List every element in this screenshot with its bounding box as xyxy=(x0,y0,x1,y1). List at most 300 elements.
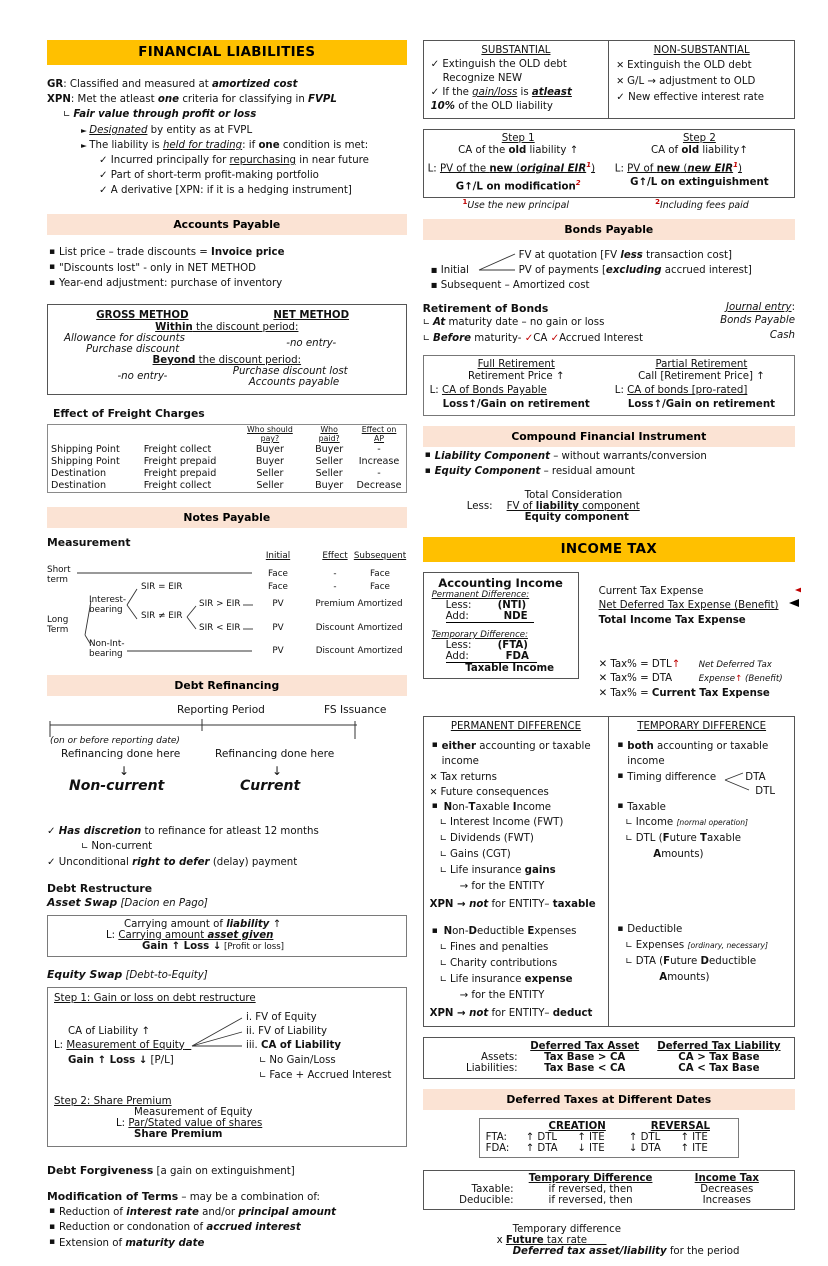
f3-b: Deferred tax asset/liability xyxy=(512,1245,667,1257)
nde-on: on- xyxy=(452,926,469,938)
formula-line-1: Temporary difference xyxy=(512,1223,622,1235)
fr-l1: Retirement Price ↑ xyxy=(467,370,565,382)
initial-label: Initial xyxy=(440,264,469,276)
income-tax-col-title: Income Tax xyxy=(694,1172,759,1184)
held-for-trading-line xyxy=(47,138,407,153)
perm-h9: → for the ENTITY xyxy=(459,989,545,1001)
asset-swap-box xyxy=(47,915,407,957)
table-row xyxy=(486,1143,732,1154)
t-h2-mounts: mounts) xyxy=(661,849,704,861)
mb2-b1: accrued interest xyxy=(206,1222,301,1233)
forgiveness-title: Debt Forgiveness xyxy=(47,1163,154,1177)
assets-dta: Tax Base > CA xyxy=(544,1051,626,1063)
less-fta-row xyxy=(432,640,570,651)
within-rows xyxy=(58,333,396,355)
method-titles xyxy=(58,310,396,321)
asset-swap-l2 xyxy=(54,930,400,941)
fn1-sup: 1 xyxy=(462,197,468,206)
mb3-b1: maturity date xyxy=(125,1237,205,1249)
pr-l2-l: L: xyxy=(614,384,628,396)
s1l2-u: PV of the xyxy=(439,163,490,175)
p-b1-b: either xyxy=(441,740,477,752)
sub-item-2: Recognize NEW xyxy=(442,73,523,84)
perm-h8 xyxy=(430,972,603,988)
income-tax-arrows xyxy=(583,572,801,712)
np-r1-subsequent: Face xyxy=(370,581,390,592)
within-bold: Within xyxy=(155,321,193,333)
sc-b: atleast xyxy=(531,87,572,98)
list-item xyxy=(47,261,407,277)
deducible-label: Deducible: xyxy=(459,1194,514,1206)
freight-r1c1: Freight prepaid xyxy=(143,456,217,467)
fda-reversal-b: ↑ ITE xyxy=(680,1142,708,1154)
opt-iii-pre: iii. xyxy=(246,1039,261,1051)
perm-h2: ∟ Dividends (FWT) xyxy=(430,831,603,847)
je-colon: : xyxy=(791,301,795,313)
t-h1-pre: Income xyxy=(635,817,677,829)
nti-on: on- xyxy=(452,801,469,813)
beyond-rest: the discount period: xyxy=(195,354,302,366)
mb1-pre: Reduction of xyxy=(59,1206,127,1218)
freight-r1c0: Shipping Point xyxy=(51,456,120,467)
table-row xyxy=(486,1132,732,1143)
step1-l2 xyxy=(428,158,609,176)
table-row xyxy=(48,444,407,456)
dtl-col-title: Deferred Tax Liability xyxy=(657,1040,781,1052)
total-consideration-line: Total Consideration xyxy=(524,489,623,501)
subsequent-label: Subsequent – Amortized cost xyxy=(440,279,590,291)
p-xpn2-i: not xyxy=(469,1007,489,1019)
freight-r2c3: Seller xyxy=(315,468,343,479)
xpn-text: : Met the atleast xyxy=(70,94,158,105)
less1-label: Less: xyxy=(445,599,472,611)
je-line-2: Cash xyxy=(769,329,795,341)
np-r3-effect: Discount xyxy=(315,622,355,633)
bonds-initial-diagram xyxy=(423,250,795,294)
c3-text: A derivative [XPN: if it is a hedging instrument] xyxy=(110,185,352,196)
permanent-difference-cell xyxy=(424,717,609,1026)
step2-l1 xyxy=(609,144,790,158)
x-mark-2: ✕ xyxy=(598,672,611,684)
fvq-note-b: less xyxy=(620,249,643,261)
p-xpn2-mid: for ENTITY– xyxy=(488,1007,553,1019)
asset-swap-l3 xyxy=(54,941,400,952)
perm-h1: ∟ Interest Income (FWT) xyxy=(430,815,603,831)
gl-note: [P/L] xyxy=(147,1054,174,1066)
t-h2-f: F xyxy=(662,833,670,845)
xpn-label: XPN xyxy=(47,94,71,105)
at-maturity-line xyxy=(423,315,687,331)
list-item xyxy=(615,770,788,800)
t-taxable: Taxable xyxy=(627,801,666,813)
option-i: i. FV of Equity xyxy=(246,1011,317,1023)
fv-post: component xyxy=(578,500,640,512)
income-tax-header: INCOME TAX xyxy=(423,537,795,562)
purchase-discount-line: Purchase discount xyxy=(86,343,180,355)
t-h1-i: [normal operation] xyxy=(676,818,748,828)
held-u: held for trading xyxy=(162,140,243,151)
current-tax-expense-line: Current Tax Expense xyxy=(598,585,704,597)
gr-bold: amortized cost xyxy=(211,79,298,90)
x-mark-3: ✕ xyxy=(598,687,611,699)
equity-swap-label: Equity Swap xyxy=(47,967,123,981)
noncurrent-label: Non-current xyxy=(69,777,165,794)
left-column xyxy=(47,40,407,1266)
nonsubstantial-cell xyxy=(608,41,794,118)
t-h2-t: T xyxy=(700,833,707,845)
t-h4-uture: uture xyxy=(670,955,701,967)
steps-footnotes xyxy=(423,198,795,211)
mb1-b2: principal amount xyxy=(238,1206,337,1218)
accounting-income-box xyxy=(423,572,579,679)
perm-x1: ✕ Tax returns xyxy=(430,770,603,785)
net-deferred-line: Net Deferred Tax Expense (Benefit) xyxy=(598,599,779,611)
nonsubstantial-title: NON-SUBSTANTIAL xyxy=(653,45,750,56)
comp-liab-b: Liability Component xyxy=(434,450,550,462)
accounts-payable-bullets xyxy=(47,245,407,292)
formula-line-2 xyxy=(423,1235,795,1246)
footnote-2 xyxy=(609,198,795,211)
initial-bullet: ▪ Initial xyxy=(430,264,469,276)
gross-net-method-box xyxy=(47,304,407,395)
gl-b: Gain ↑ Loss ↓ xyxy=(68,1054,148,1066)
me-u: Measurement of Equity xyxy=(66,1039,185,1051)
pr-l1: Call [Retirement Price] ↑ xyxy=(638,370,765,382)
modification-line xyxy=(47,1189,407,1205)
fda-reversal-a: ↓ DTA xyxy=(628,1142,661,1154)
np-r3-subsequent: Amortized xyxy=(357,622,403,633)
taxable-c1: if reversed, then xyxy=(548,1183,633,1195)
income-tax-diagram xyxy=(423,572,795,712)
gr-text: : Classified and measured at xyxy=(63,79,212,90)
freight-h2: Who should pay? xyxy=(247,425,293,443)
par-stated: Par/Stated value of shares xyxy=(128,1117,263,1129)
bl2-arrow: ↑ xyxy=(735,673,743,684)
step2-title: Step 2: Share Premium xyxy=(54,1095,172,1107)
list-item xyxy=(615,800,788,816)
asset-swap-line xyxy=(47,895,407,911)
temp-list xyxy=(615,739,788,816)
np-r4-subsequent: Amortized xyxy=(357,645,403,656)
formula-line-3 xyxy=(423,1246,795,1257)
fr-l2-l: L: xyxy=(429,384,442,396)
measurement-equity-line xyxy=(54,1040,191,1051)
allowance-line: Allowance for discounts xyxy=(64,332,185,344)
s1l2-paren: ( xyxy=(512,163,521,175)
fta-reversal-b: ↑ ITE xyxy=(680,1131,708,1143)
fta-label: FTA: xyxy=(485,1131,507,1143)
reporting-period-label: Reporting Period xyxy=(177,703,265,716)
t-h2-a: A xyxy=(653,849,662,861)
gr-line xyxy=(47,77,407,92)
uncond-pre: Unconditional xyxy=(58,856,133,868)
step2-cell xyxy=(609,133,790,195)
p-xpn1-pre: XPN → xyxy=(429,899,470,911)
full-retirement-cell xyxy=(424,356,609,415)
subsequent-bullet: ▪ Subsequent – Amortized cost xyxy=(430,279,590,291)
fn1-text: Use the new principal xyxy=(467,199,569,211)
brace-label-1: Net Deferred Tax xyxy=(698,659,772,670)
designated-line xyxy=(47,123,407,138)
t-h4-d: D xyxy=(700,955,709,967)
s1l3-b: G↑/L on modification xyxy=(455,181,576,193)
add-fda-row xyxy=(432,651,570,663)
s2l2-bi: new EIR xyxy=(687,163,734,175)
p-xpn1-mid: for ENTITY– xyxy=(488,899,553,911)
sub-cond-2 xyxy=(431,100,602,114)
uncond-bold: right to defer xyxy=(132,856,210,868)
sub-item-1: ✓ Extinguish the OLD debt xyxy=(431,58,602,72)
temp-h2 xyxy=(615,831,788,847)
deductible-list xyxy=(615,922,788,938)
held-pre: The liability is xyxy=(89,140,163,151)
r1-val: DTL xyxy=(651,658,672,670)
ap-b2-pre: "Discounts lost" - only in NET METHOD xyxy=(59,262,256,274)
freight-h1 xyxy=(141,424,234,444)
dta-branch: DTA xyxy=(745,771,766,783)
initial-branch-lines xyxy=(475,250,521,280)
sc-mid: is xyxy=(517,87,532,98)
assets-label: Assets: xyxy=(481,1051,518,1063)
forgiveness-note: [a gain on extinguishment] xyxy=(153,1165,295,1177)
step2-l1: Measurement of Equity xyxy=(134,1106,253,1118)
at-rest: maturity date – no gain or loss xyxy=(445,316,605,328)
freight-h4: Effect on AP xyxy=(361,425,397,443)
before-maturity-line xyxy=(423,331,687,347)
less-label: Less: xyxy=(466,500,493,512)
fv-liability xyxy=(507,501,640,512)
s1l2-bi: original EIR xyxy=(520,163,587,175)
step2-l2 xyxy=(609,158,790,176)
t-h4-a: A xyxy=(659,971,668,983)
freight-r3c2: Seller xyxy=(256,480,284,491)
substantial-title: SUBSTANTIAL xyxy=(481,45,551,56)
perm-x2: ✕ Future consequences xyxy=(430,785,603,800)
option-ii: ii. FV of Liability xyxy=(246,1025,327,1037)
p-xpn1-b: taxable xyxy=(552,899,596,911)
substantial-cell xyxy=(424,41,609,118)
net-no-entry: -no entry- xyxy=(286,338,337,349)
taxable-label: Taxable: xyxy=(471,1183,514,1195)
p-b1-l2: income xyxy=(441,756,479,768)
dtl-branch: DTL xyxy=(755,785,776,797)
r1-arrow: ↑ xyxy=(671,658,681,670)
list-item xyxy=(423,449,795,465)
sir-eq-eir: SIR = EIR xyxy=(141,581,183,592)
held-one: one xyxy=(258,140,280,151)
sc-pre: If the xyxy=(442,87,473,98)
r1-pre: Tax% = xyxy=(610,658,652,670)
p-xpn1-i: not xyxy=(469,899,489,911)
asset-swap-label: Asset Swap xyxy=(47,895,118,909)
sir-lt-eir: SIR < EIR xyxy=(199,622,241,633)
gain-loss-line xyxy=(68,1055,174,1066)
p-h4-pre: Life insurance xyxy=(450,865,525,877)
refinancing-left-label: Refinancing done here xyxy=(61,747,181,760)
nti-axable: axable xyxy=(475,801,513,813)
table-row xyxy=(48,480,407,493)
unconditional-line xyxy=(47,855,407,870)
perm-xpn-2 xyxy=(430,1006,603,1021)
down-arrow-left-icon: ↓ xyxy=(119,763,130,778)
s2l1-b: old xyxy=(681,145,700,156)
fvtpl-line xyxy=(47,107,407,123)
measurement-title: Measurement xyxy=(47,535,131,549)
nti-ncome: ncome xyxy=(516,801,552,813)
freight-r1c4: Increase xyxy=(358,456,400,467)
nti-i: I xyxy=(512,801,517,813)
designated-rest: by entity as at FVPL xyxy=(147,125,253,136)
down-arrow-right-icon: ↓ xyxy=(272,763,283,778)
s1l3-sup: 2 xyxy=(575,179,581,188)
freight-r3c3: Buyer xyxy=(315,480,344,491)
at-b: At xyxy=(433,316,446,328)
has-discretion-line xyxy=(47,824,407,839)
accounting-income-title: Accounting Income xyxy=(438,575,563,590)
f2-rest: tax rate xyxy=(543,1234,588,1246)
fv-b: liability xyxy=(535,500,579,512)
f3-rest: for the period xyxy=(666,1245,740,1257)
s1l1-post: liability ↑ xyxy=(526,145,579,156)
fta-reversal-a: ↑ DTL xyxy=(628,1131,661,1143)
mb3-pre: Extension of xyxy=(59,1237,126,1249)
nonsub-item-1: ✕ Extinguish the OLD debt xyxy=(616,58,787,74)
before-b: Before xyxy=(433,332,472,344)
no-gain-loss: ∟ No Gain/Loss xyxy=(259,1055,336,1066)
check-icon-ai: ✓ xyxy=(550,332,560,344)
list-item xyxy=(47,1220,407,1236)
freight-r0c4: - xyxy=(377,444,381,455)
fn2-sup: 2 xyxy=(655,197,660,206)
dta-dtl-header-row xyxy=(432,1041,786,1052)
asset-swap-l1 xyxy=(54,919,400,930)
t-h4-eductible: eductible xyxy=(709,955,757,967)
sir-ne-eir: SIR ≠ EIR xyxy=(141,610,183,621)
ap-b3-pre: Year-end adjustment: purchase of inventory xyxy=(59,278,283,289)
temp-income-box xyxy=(423,1170,795,1210)
f2-x: x xyxy=(496,1234,506,1246)
bl2-pre: Expense xyxy=(698,673,736,684)
deducible-c2: Increases xyxy=(702,1194,751,1206)
s2l2-b: new xyxy=(656,163,681,175)
bl2-post: (Benefit) xyxy=(742,673,783,684)
nde-e: E xyxy=(527,926,535,938)
np-r1-initial: Face xyxy=(268,581,288,592)
freight-r0c1: Freight collect xyxy=(143,444,212,455)
temporary-difference-title: TEMPORARY DIFFERENCE xyxy=(637,720,767,732)
sc-u: gain/loss xyxy=(472,87,518,98)
fvq-text: FV at quotation xyxy=(518,249,598,261)
t-h4-f: F xyxy=(663,955,671,967)
col-effect: Effect xyxy=(322,550,348,561)
freight-h3: Who paid? xyxy=(318,425,340,443)
temp-h3 xyxy=(615,938,788,954)
nde-list xyxy=(430,924,603,940)
deferred-dates-header: Deferred Taxes at Different Dates xyxy=(423,1089,795,1110)
s1l1-b: old xyxy=(508,145,527,156)
ti-header-row xyxy=(432,1173,786,1184)
s1l1-pre: CA of the xyxy=(458,145,509,156)
step2-l3: G↑/L on extinguishment xyxy=(630,177,769,189)
temp-h4b xyxy=(615,970,788,985)
fvtpl-text: Fair value through profit or loss xyxy=(73,109,257,120)
held-post: : if xyxy=(242,140,259,151)
je-line-1: Bonds Payable xyxy=(720,314,795,326)
less-fv-line xyxy=(423,501,795,512)
freight-r1c2: Buyer xyxy=(255,456,284,467)
c1-pre: Incurred principally for xyxy=(110,155,230,166)
freight-r2c1: Freight prepaid xyxy=(143,468,217,479)
fn2-text: Including fees paid xyxy=(659,199,749,211)
np-r1-effect: - xyxy=(333,581,337,592)
mod-rest: – may be a combination of: xyxy=(178,1191,320,1203)
as-l2-u: Carrying amount xyxy=(118,929,208,941)
fr-l2-u: CA of Bonds Payable xyxy=(441,384,547,396)
add2-label: Add: xyxy=(446,651,498,663)
t-b1-rest: accounting or taxable xyxy=(653,740,769,752)
freight-r3c0: Destination xyxy=(51,480,107,491)
add1-label: Add: xyxy=(446,611,498,623)
np-r4-initial: PV xyxy=(272,645,284,656)
nde-eductible: eductible xyxy=(476,926,528,938)
perm-list xyxy=(430,739,603,770)
temp-diff-title: Temporary Difference xyxy=(528,1172,653,1184)
equity-swap-note: [Debt-to-Equity] xyxy=(122,969,208,981)
refinancing-right-label: Refinancing done here xyxy=(215,747,335,760)
interest-bearing-label: Interest- bearing xyxy=(89,594,127,615)
c1-u: repurchasing xyxy=(229,155,296,166)
nti-n: N xyxy=(443,801,453,813)
s2l1-pre: CA of xyxy=(650,145,682,156)
retirement-block xyxy=(423,302,795,347)
right-column xyxy=(423,40,795,1266)
mod-title: Modification of Terms xyxy=(47,1189,179,1203)
s2l2-close: ) xyxy=(737,163,742,175)
step1-l3 xyxy=(428,176,609,194)
step1-cell xyxy=(428,133,609,195)
substantial-comparison-box xyxy=(423,40,795,119)
comp-eq-b: Equity Component xyxy=(434,466,541,478)
gross-method-title: GROSS METHOD xyxy=(96,309,189,321)
option-iii xyxy=(246,1040,341,1051)
ca-liability-line: CA of Liability ↑ xyxy=(68,1025,150,1037)
mb1-b1: interest rate xyxy=(126,1206,199,1218)
freight-r0c0: Shipping Point xyxy=(51,444,120,455)
fv-quotation-line xyxy=(519,250,732,261)
list-item xyxy=(430,924,603,940)
list-item xyxy=(47,1236,407,1252)
mb1-mid: and/or xyxy=(198,1206,239,1218)
asset-swap-note: [Dacion en Pago] xyxy=(117,897,208,909)
notes-payable-header: Notes Payable xyxy=(47,507,407,528)
t-h3-i: [ordinary, necessary] xyxy=(687,940,768,950)
full-retirement-title: Full Retirement xyxy=(477,358,555,370)
creation-title: CREATION xyxy=(548,1120,606,1132)
nde-value: NDE xyxy=(498,611,534,623)
t-h2-axable: axable xyxy=(706,833,742,845)
measurement-branch-lines xyxy=(47,549,412,671)
freight-r1c3: Seller xyxy=(315,456,343,467)
net-method-title: NET METHOD xyxy=(273,309,350,321)
as-l2-l: L: xyxy=(106,929,119,941)
accounts-payable-line: Accounts payable xyxy=(248,376,340,388)
nonsub-item-3: ✓ New effective interest rate xyxy=(616,90,787,106)
table-row xyxy=(432,1195,786,1206)
f2-b: Future xyxy=(505,1234,544,1246)
designated-word: Designated xyxy=(89,125,148,136)
modification-bullets xyxy=(47,1205,407,1252)
footnote-1 xyxy=(423,198,609,211)
